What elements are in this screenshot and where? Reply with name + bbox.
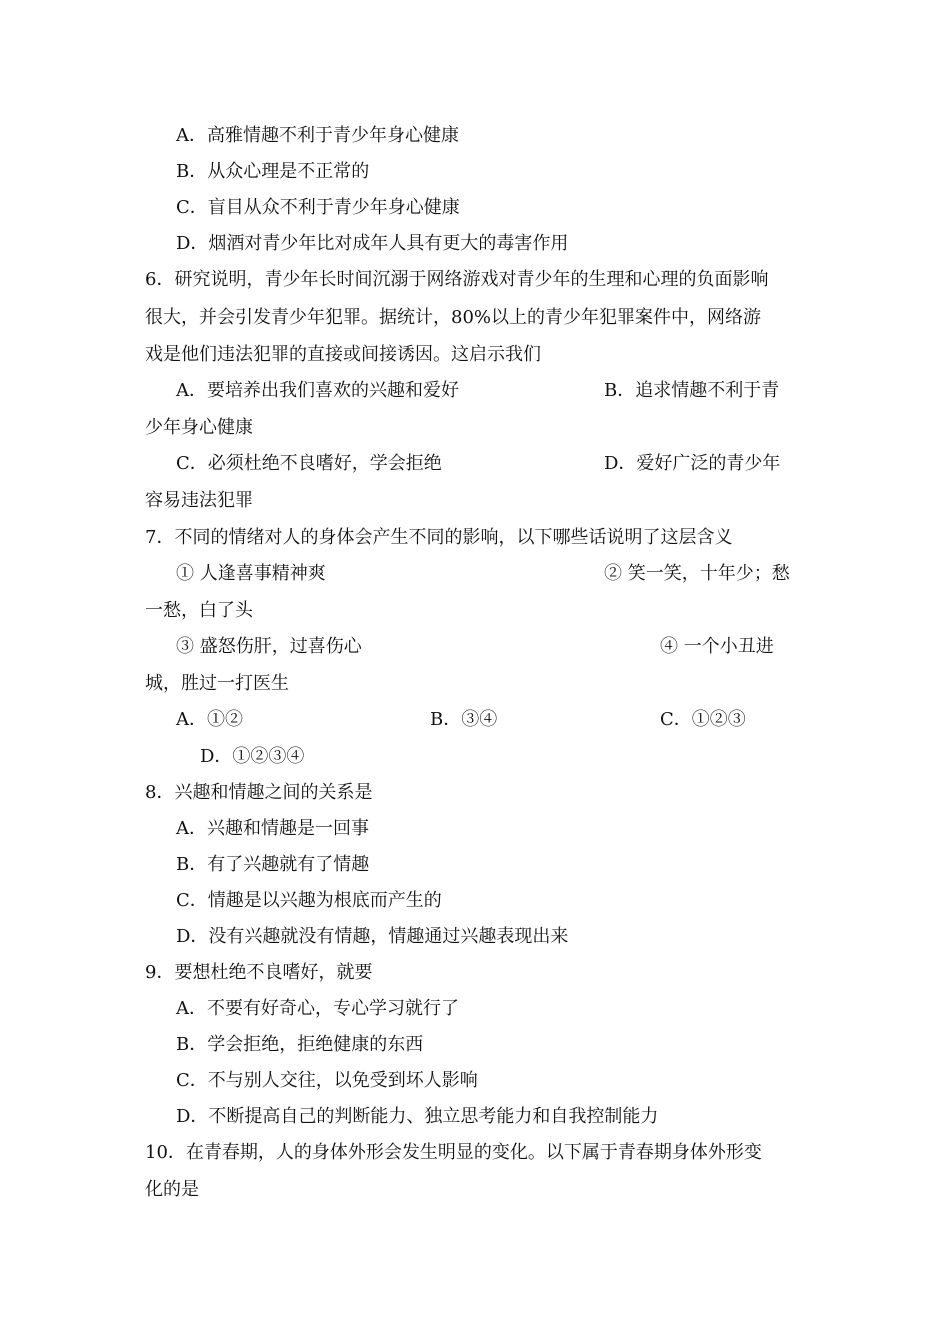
q5-option-a: A．高雅情趣不利于青少年身心健康: [176, 125, 459, 146]
q6-option-d: D．爱好广泛的青少年: [604, 453, 781, 474]
q5-option-d: D．烟酒对青少年比对成年人具有更大的毒害作用: [176, 233, 569, 254]
q10-stem-line2: 化的是: [145, 1179, 199, 1200]
q5-option-b: B．从众心理是不正常的: [176, 161, 370, 182]
q7-item-2: ② 笑一笑，十年少；愁: [604, 563, 790, 584]
q9-option-a: A．不要有好奇心，专心学习就行了: [176, 998, 459, 1019]
q8-option-b: B．有了兴趣就有了情趣: [176, 854, 370, 875]
q7-item-1: ① 人逢喜事精神爽: [176, 563, 326, 584]
q6-option-a: A．要培养出我们喜欢的兴趣和爱好: [176, 380, 459, 401]
q9-option-d: D．不断提高自己的判断能力、独立思考能力和自我控制能力: [176, 1106, 659, 1127]
q7-option-c: C．①②③: [660, 709, 746, 730]
q9-stem: 9．要想杜绝不良嗜好，就要: [145, 962, 373, 983]
q6-option-c: C．必须杜绝不良嗜好，学会拒绝: [176, 453, 442, 474]
q7-option-d: D．①②③④: [200, 746, 305, 767]
q7-item-4: ④ 一个小丑进: [660, 636, 774, 657]
q7-item-4-continued: 城，胜过一打医生: [145, 673, 289, 694]
q6-option-b-continued: 少年身心健康: [145, 417, 253, 438]
q6-option-b: B．追求情趣不利于青: [604, 380, 780, 401]
q7-option-a: A．①②: [176, 709, 243, 730]
q7-item-2-continued: 一愁，白了头: [145, 600, 253, 621]
q8-option-c: C．情趣是以兴趣为根底而产生的: [176, 890, 442, 911]
q8-option-a: A．兴趣和情趣是一回事: [176, 818, 369, 839]
q9-option-c: C．不与别人交往，以免受到坏人影响: [176, 1070, 478, 1091]
q7-stem: 7．不同的情绪对人的身体会产生不同的影响，以下哪些话说明了这层含义: [145, 527, 733, 548]
q9-option-b: B．学会拒绝，拒绝健康的东西: [176, 1034, 424, 1055]
q6-stem-line1: 6．研究说明，青少年长时间沉溺于网络游戏对青少年的生理和心理的负面影响: [145, 269, 769, 290]
q7-option-b: B．③④: [430, 709, 498, 730]
q10-stem-line1: 10．在青春期，人的身体外形会发生明显的变化。以下属于青春期身体外形变: [145, 1142, 762, 1163]
q6-stem-line3: 戏是他们违法犯罪的直接或间接诱因。这启示我们: [145, 344, 541, 365]
q6-option-d-continued: 容易违法犯罪: [145, 490, 253, 511]
q6-stem-line2: 很大，并会引发青少年犯罪。据统计，80%以上的青少年犯罪案件中，网络游: [145, 307, 762, 328]
q8-option-d: D．没有兴趣就没有情趣，情趣通过兴趣表现出来: [176, 926, 569, 947]
q7-item-3: ③ 盛怒伤肝，过喜伤心: [176, 636, 362, 657]
q5-option-c: C．盲目从众不利于青少年身心健康: [176, 197, 460, 218]
q8-stem: 8．兴趣和情趣之间的关系是: [145, 782, 373, 803]
